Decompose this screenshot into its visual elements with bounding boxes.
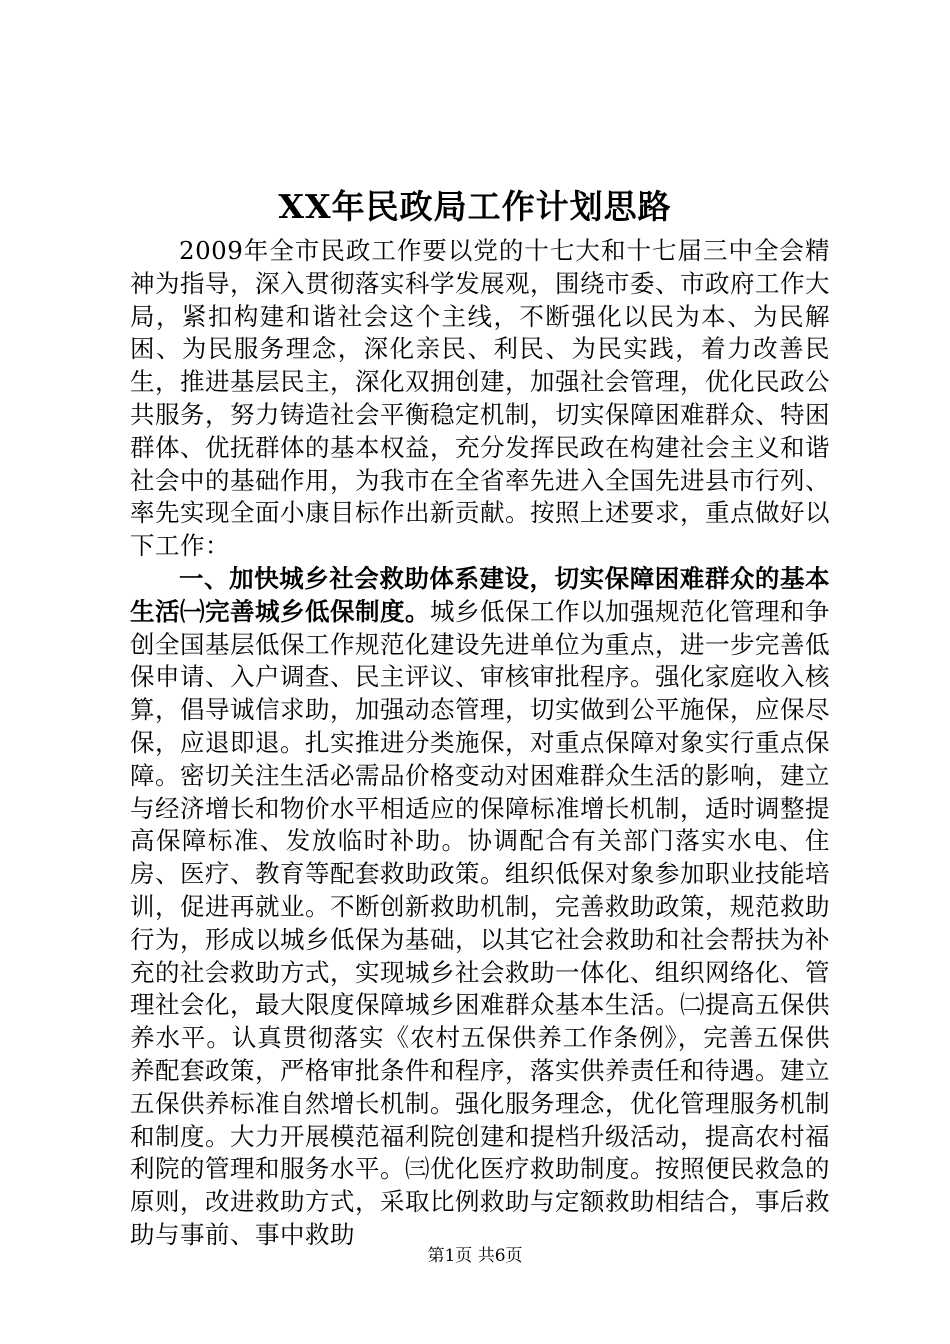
document-title: XX年民政局工作计划思路 xyxy=(278,187,672,226)
document-body xyxy=(130,235,830,1252)
intro-paragraph: 2009年全市民政工作要以党的十七大和十七届三中全会精神为指导，深入贯彻落实科学发展观，围绕市委、市政府工作大局，紧扣构建和谐社会这个主线，不断强化以民为本、为民解困、为民服务理念，深化亲民、利民、为民实践，着力改善民生，推进基层民主，深化双拥创建，加强社会管理，优化民政公共服务，努力铸造社会平衡稳定机制，切实保障困难群众、特困群体、优抚群体的基本权益，充分发挥民政在构建社会主义和谐社会中的基础作用，为我市在全省率先进入全国先进县市行列、率先实现全面小康目标作出新贡献。按照上述要求，重点做好以下工作： xyxy=(130,236,830,561)
page-footer: 第1页 共6页 xyxy=(427,1246,523,1266)
subsection-heading: ㈠完善城乡低保制度。 xyxy=(180,596,430,626)
section-heading: 一、加快城乡社会救助体系建设，切实保障困难群众的基本生活 xyxy=(130,563,830,626)
section-paragraph xyxy=(130,563,830,1252)
section-text: 城乡低保工作以加强规范化管理和争创全国基层低保工作规范化建设先进单位为重点，进一步完善低保申请、入户调查、民主评议、审核审批程序。强化家庭收入核算，倡导诚信求助，加强动态管理，切实做到公平施保，应保尽保，应退即退。扎实推进分类施保，对重点保障对象实行重点保障。密切关注生活必需品价格变动对困难群众生活的影响，建立与经济增长和物价水平相适应的保障标准增长机制，适时调整提高保障标准、发放临时补助。协调配合有关部门落实水电、住房、医疗、教育等配套救助政策。组织低保对象参加职业技能培训，促进再就业。不断创新救助机制，完善救助政策，规范救助行为，形成以城乡低保为基础，以其它社会救助和社会帮扶为补充的社会救助方式，实现城乡社会救助一体化、组织网络化、管理社会化，最大限度保障城乡困难群众基本生活。㈡提高五保供养水平。认真贯彻落实《农村五保供养工作条例》，完善五保供养配套政策，严格审批条件和程序，落实供养责任和待遇。建立五保供养标准自然增长机制。强化服务理念，优化管理服务机制和制度。大力开展模范福利院创建和提档升级活动，提高农村福利院的管理和服务水平。㈢优化医疗救助制度。按照便民救急的原则，改进救助方式，采取比例救助与定额救助相结合，事后救助与事前、事中救助 xyxy=(130,596,830,1249)
